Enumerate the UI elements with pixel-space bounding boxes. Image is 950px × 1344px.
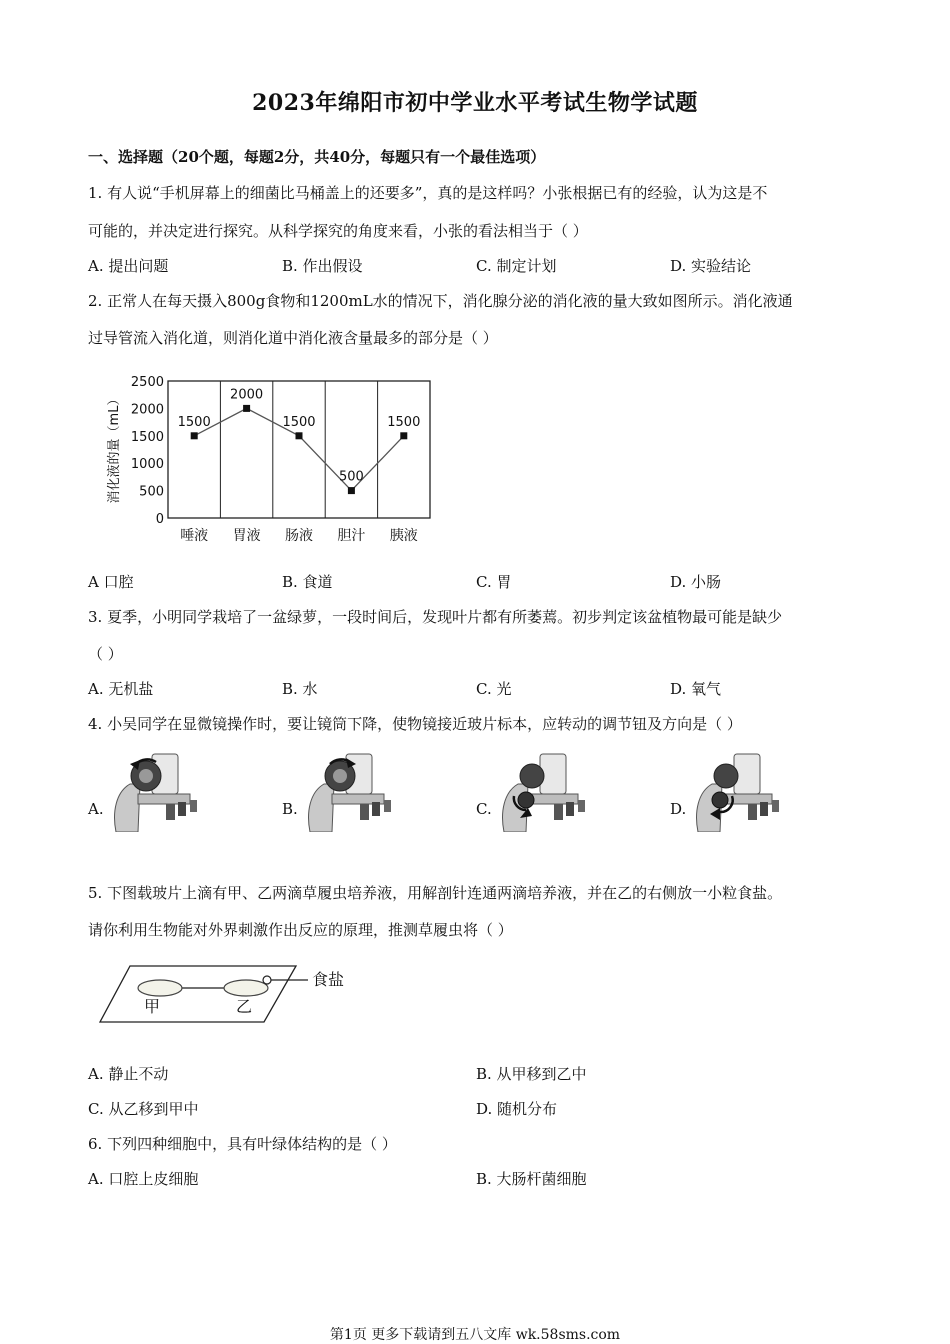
data-label: 1500 <box>387 414 421 430</box>
q4-option-d: D. <box>670 800 687 818</box>
y-tick-label: 0 <box>155 512 164 527</box>
page-title: 2023年绵阳市初中学业水平考试生物学试题 <box>252 90 698 116</box>
q5-option-c: C. 从乙移到甲中 <box>88 1100 199 1118</box>
q6-option-b: B. 大肠杆菌细胞 <box>476 1170 587 1188</box>
q3-option-a: A. 无机盐 <box>88 680 154 698</box>
y-tick-label: 1500 <box>130 429 164 445</box>
data-point <box>243 405 250 412</box>
x-category-label: 胆汁 <box>337 528 366 544</box>
q1-text-line1: 1. 有人说“手机屏幕上的细菌比马桶盖上的还要多”，真的是这样吗？小张根据已有的经验，认为这是不 <box>88 184 768 202</box>
drop-yi <box>224 980 268 996</box>
q2-text-line2: 过导管流入消化道，则消化道中消化液含量最多的部分是（ ） <box>88 329 498 347</box>
label-yi: 乙 <box>236 997 253 1016</box>
y-tick-label: 500 <box>139 484 164 500</box>
x-category-label: 胃液 <box>232 528 261 544</box>
q6-text-line1: 6. 下列四种细胞中，具有叶绿体结构的是（ ） <box>88 1135 397 1153</box>
data-label: 1500 <box>282 414 316 430</box>
q3-option-b: B. 水 <box>282 680 318 698</box>
data-label: 2000 <box>230 387 264 403</box>
q6-option-a: A. 口腔上皮细胞 <box>88 1170 199 1188</box>
q5-text-line2: 请你利用生物能对外界刺激作出反应的原理，推测草履虫将（ ） <box>88 921 513 939</box>
microscope-image-b <box>302 752 406 832</box>
x-category-label: 肠液 <box>285 528 313 544</box>
x-category-label: 唾液 <box>180 528 209 544</box>
microscope-image-c <box>496 752 600 832</box>
q3-text-line1: 3. 夏季，小明同学栽培了一盆绿萝，一段时间后，发现叶片都有所萎蔫。初步判定该盆植物最可能是缺少 <box>88 608 783 626</box>
q1-option-b: B. 作出假设 <box>282 257 363 275</box>
label-jia: 甲 <box>144 997 161 1016</box>
q5-text-line1: 5. 下图载玻片上滴有甲、乙两滴草履虫培养液，用解剖针连通两滴培养液，并在乙的右侧放一小粒食盐。 <box>88 884 783 902</box>
data-point <box>348 487 355 494</box>
q4-text-line1: 4. 小吴同学在显微镜操作时，要让镜筒下降，使物镜接近玻片标本，应转动的调节钮及方向是（ ） <box>88 715 742 733</box>
digestive-juice-chart <box>100 366 440 551</box>
y-tick-label: 2500 <box>130 375 164 390</box>
label-salt: 食盐 <box>312 970 345 989</box>
glass-slide <box>100 966 296 1022</box>
microscope-icon <box>503 754 585 832</box>
q3-option-c: C. 光 <box>476 680 512 698</box>
microscope-image-a <box>108 752 212 832</box>
y-tick-label: 1000 <box>130 457 164 473</box>
q2-option-a: A 口腔 <box>88 573 134 591</box>
y-tick-label: 2000 <box>130 402 164 418</box>
x-category-label: 胰液 <box>389 528 418 544</box>
data-point <box>296 432 303 439</box>
q4-option-a: A. <box>88 800 104 818</box>
data-point <box>400 432 407 439</box>
q2-option-c: C. 胃 <box>476 573 512 591</box>
q5-option-a: A. 静止不动 <box>88 1065 169 1083</box>
data-label: 500 <box>338 469 364 485</box>
microscope-image-d <box>690 752 794 832</box>
q2-text-line1: 2. 正常人在每天摄入800g食物和1200mL水的情况下，消化腺分泌的消化液的量大致如图所示。消化液通 <box>88 292 793 310</box>
microscope-icon <box>115 754 197 832</box>
slide-diagram <box>96 958 366 1030</box>
section-heading: 一、选择题（20个题，每题2分，共40分，每题只有一个最佳选项） <box>88 148 546 166</box>
q3-text-line2: （ ） <box>88 645 123 663</box>
salt-grain <box>263 976 271 984</box>
q1-option-c: C. 制定计划 <box>476 257 557 275</box>
chart-ylabel: 消化液的量（mL） <box>107 392 122 504</box>
q2-option-b: B. 食道 <box>282 573 333 591</box>
data-label: 1500 <box>177 414 211 430</box>
q1-option-a: A. 提出问题 <box>88 257 169 275</box>
q4-option-b: B. <box>282 800 298 818</box>
q1-option-d: D. 实验结论 <box>670 257 752 275</box>
q3-option-d: D. 氧气 <box>670 680 722 698</box>
q2-option-d: D. 小肠 <box>670 573 722 591</box>
microscope-icon <box>697 754 779 832</box>
q1-text-line2: 可能的，并决定进行探究。从科学探究的角度来看，小张的看法相当于（ ） <box>88 222 588 240</box>
q5-option-d: D. 随机分布 <box>476 1100 558 1118</box>
data-point <box>191 432 198 439</box>
drop-jia <box>138 980 182 996</box>
page-footer: 第1页 更多下载请到五八文库 wk.58sms.com <box>329 1327 621 1343</box>
q4-option-c: C. <box>476 800 492 818</box>
q5-option-b: B. 从甲移到乙中 <box>476 1065 587 1083</box>
